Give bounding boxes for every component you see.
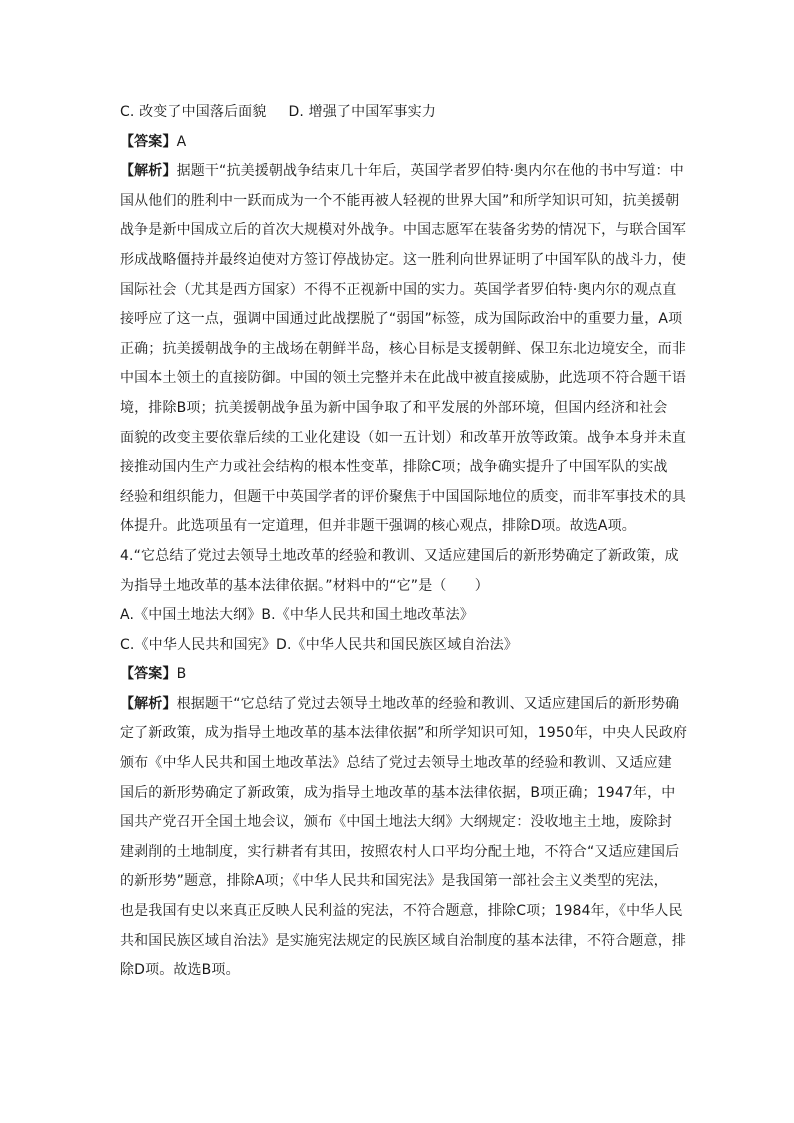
q4-analysis-line: 【解析】根据题干“它总结了党过去领导土地改革的经验和教训、又适应建国后的新形势确 [120, 695, 680, 712]
q3-analysis-line: 接推动国内生产力或社会结构的根本性变革，排除C项；战争确实提升了中国军队的实战 [120, 459, 668, 476]
q3-analysis-line: 中国本土领土的直接防御。中国的领土完整并未在此战中被直接威胁，此选项不符合题干语 [120, 370, 686, 387]
q3-analysis-line: 国际社会（尤其是西方国家）不得不正视新中国的实力。英国学者罗伯特·奥内尔的观点直 [120, 281, 677, 298]
q4-analysis-line: 定了新政策，成为指导土地改革的基本法律依据”和所学知识可知，1950年，中央人民政府 [120, 725, 688, 742]
analysis-tag: 【解析】 [120, 695, 177, 712]
answer-tag: 【答案】 [120, 666, 177, 683]
q4-options-ab: A.《中国土地法大纲》B.《中华人民共和国土地改革法》 [120, 607, 474, 624]
document-page [120, 98, 690, 986]
q4-options-cd: C.《中华人民共和国宪》D.《中华人民共和国民族区域自治法》 [120, 636, 518, 653]
q3-analysis-line: 经验和组织能力，但题干中英国学者的评价聚焦于中国国际地位的质变，而非军事技术的具 [120, 488, 686, 505]
q4-analysis-line: 颁布《中华人民共和国土地改革法》总结了党过去领导土地改革的经验和教训、又适应建 [120, 755, 672, 772]
q4-analysis-line: 也是我国有史以来真正反映人民利益的宪法，不符合题意，排除C项；1984年，《中华人民 [120, 903, 683, 920]
q4-analysis-line: 建剥削的土地制度，实行耕者有其田，按照农村人口平均分配土地，不符合“又适应建国后 [120, 843, 680, 860]
q3-option-c: C. 改变了中国落后面貌 [120, 104, 267, 120]
q4-stem-line: 为指导土地改革的基本法律依据。”材料中的“它”是（ ） [120, 577, 489, 594]
q3-option-d: D. 增强了中国军事实力 [288, 104, 436, 120]
answer-tag: 【答案】 [120, 133, 177, 150]
q3-analysis-line: 【解析】据题干“抗美援朝战争结束几十年后，英国学者罗伯特·奥内尔在他的书中写道：中 [120, 163, 684, 180]
q4-analysis-line: 除D项。故选B项。 [120, 962, 240, 979]
q3-analysis-line: 面貌的改变主要依靠后续的工业化建设（如一五计划）和改革开放等政策。战争本身并未直 [120, 429, 686, 446]
answer-value: A [176, 133, 187, 150]
q4-analysis-line: 国共产党召开全国土地会议，颁布《中国土地法大纲》大纲规定：没收地主土地，废除封 [120, 814, 672, 831]
answer-value: B [176, 666, 187, 683]
q3-analysis-line: 战争是新中国成立后的首次大规模对外战争。中国志愿军在装备劣势的情况下，与联合国军 [120, 222, 686, 239]
q3-options-cd [120, 98, 690, 128]
q4-answer [120, 660, 690, 690]
q3-analysis-line: 境，排除B项；抗美援朝战争虽为新中国争取了和平发展的外部环境，但国内经济和社会 [120, 399, 668, 416]
q4-analysis-line: 国后的新形势确定了新政策，成为指导土地改革的基本法律依据，B项正确；1947年，中 [120, 784, 676, 801]
q3-analysis-line: 正确；抗美援朝战争的主战场在朝鲜半岛，核心目标是支援朝鲜、保卫东北边境安全，而非 [120, 340, 686, 357]
q3-answer [120, 128, 690, 158]
q3-analysis-line: 国从他们的胜利中一跃而成为一个不能再被人轻视的世界大国”和所学知识可知，抗美援朝 [120, 192, 680, 209]
q4-stem-line: 4.“它总结了党过去领导土地改革的经验和教训、又适应建国后的新形势确定了新政策，成 [120, 547, 679, 564]
q3-analysis-line: 接呼应了这一点，强调中国通过此战摆脱了“弱国”标签，成为国际政治中的重要力量，A项 [120, 311, 683, 328]
q3-analysis-line: 体提升。此选项虽有一定道理，但并非题干强调的核心观点，排除D项。故选A项。 [120, 518, 636, 535]
q4-analysis-line: 的新形势”题意，排除A项；《中华人民共和国宪法》是我国第一部社会主义类型的宪法， [120, 873, 668, 890]
q3-analysis-line: 形成战略僵持并最终迫使对方签订停战协定。这一胜利向世界证明了中国军队的战斗力，使 [120, 251, 686, 268]
q4-analysis-line: 共和国民族区域自治法》是实施宪法规定的民族区域自治制度的基本法律，不符合题意，排 [120, 932, 686, 949]
analysis-tag: 【解析】 [120, 163, 177, 180]
